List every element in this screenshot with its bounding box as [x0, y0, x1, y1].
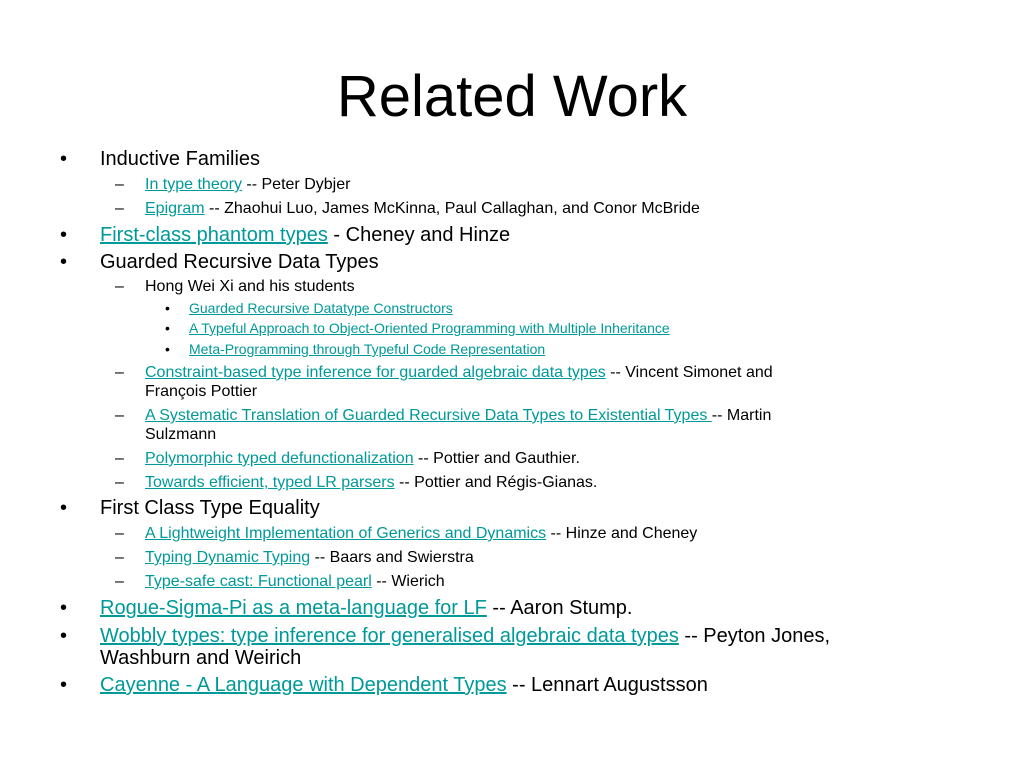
reference-link[interactable]: Towards efficient, typed LR parsers	[145, 474, 395, 491]
item-authors: -- Hinze and Cheney	[546, 525, 698, 542]
reference-link[interactable]: A Lightweight Implementation of Generics and Dynamics	[145, 525, 547, 542]
item-authors: -- Pottier and Gauthier.	[413, 450, 580, 467]
sub-item	[115, 449, 580, 468]
bullet-marker: •	[60, 148, 68, 170]
reference-link[interactable]: Typing Dynamic Typing	[145, 549, 311, 566]
reference-link[interactable]: Cayenne - A Language with Dependent Types	[100, 674, 507, 696]
dash-marker: –	[115, 573, 124, 590]
bullet-marker: •	[60, 625, 68, 647]
dash-marker: –	[115, 450, 124, 467]
bullet-marker: •	[165, 300, 170, 316]
item-authors-continued: Sulzmann	[145, 426, 217, 443]
dash-marker: –	[115, 474, 124, 491]
reference-link[interactable]: A Systematic Translation of Guarded Recursive Data Types to Existential Types	[145, 407, 712, 424]
reference-link[interactable]: Guarded Recursive Datatype Constructors	[189, 300, 453, 316]
bullet-marker: •	[60, 497, 68, 519]
dash-marker: –	[115, 364, 124, 381]
sub-item	[115, 524, 698, 543]
item-authors: -- Aaron Stump.	[486, 597, 633, 619]
dash-marker: –	[115, 200, 124, 217]
sub-item	[115, 363, 773, 401]
bullet-marker: •	[165, 320, 170, 336]
item-authors: -- Martin	[711, 407, 772, 424]
sub-item	[115, 277, 355, 296]
item-authors-continued: Washburn and Weirich	[100, 647, 302, 669]
sub-sub-item	[165, 300, 453, 317]
dash-marker: –	[115, 525, 124, 542]
item-authors: - Cheney and Hinze	[327, 224, 511, 246]
item-text: Hong Wei Xi and his students	[145, 278, 355, 295]
bullet-item	[60, 674, 708, 696]
item-authors: -- Pottier and Régis-Gianas.	[394, 474, 598, 491]
item-authors: -- Peyton Jones,	[678, 625, 831, 647]
bullet-item	[60, 148, 261, 170]
sub-item	[115, 199, 700, 218]
item-text: Inductive Families	[100, 148, 261, 170]
bullet-marker: •	[60, 597, 68, 619]
bullet-item	[60, 251, 379, 273]
bullet-item	[60, 597, 633, 619]
reference-link[interactable]: First-class phantom types	[100, 224, 328, 246]
dash-marker: –	[115, 176, 124, 193]
item-authors-continued: François Pottier	[145, 383, 258, 400]
item-authors: -- Lennart Augustsson	[506, 674, 708, 696]
bullet-item	[60, 497, 320, 519]
reference-link[interactable]: Meta-Programming through Typeful Code Representation	[189, 341, 546, 357]
item-authors: -- Peter Dybjer	[241, 176, 351, 193]
item-authors: -- Baars and Swierstra	[310, 549, 474, 566]
item-text: Guarded Recursive Data Types	[100, 251, 379, 273]
reference-link[interactable]: Polymorphic typed defunctionalization	[145, 450, 414, 467]
reference-link[interactable]: Type-safe cast: Functional pearl	[145, 573, 372, 590]
bullet-marker: •	[60, 674, 68, 696]
sub-sub-item	[165, 320, 670, 337]
reference-link[interactable]: Epigram	[145, 200, 205, 217]
sub-item	[115, 473, 598, 492]
sub-item	[115, 175, 351, 194]
sub-sub-item	[165, 341, 546, 358]
reference-link[interactable]: Rogue-Sigma-Pi as a meta-language for LF	[100, 597, 487, 619]
sub-item	[115, 406, 772, 444]
reference-link[interactable]: Wobbly types: type inference for generalised algebraic data types	[100, 625, 679, 647]
slide-title: Related Work	[336, 64, 688, 129]
item-text: First Class Type Equality	[100, 497, 320, 519]
reference-link[interactable]: In type theory	[145, 176, 242, 193]
bullet-marker: •	[60, 224, 68, 246]
item-authors: -- Wierich	[371, 573, 445, 590]
item-authors: -- Zhaohui Luo, James McKinna, Paul Callaghan, and Conor McBride	[204, 200, 700, 217]
bullet-marker: •	[165, 341, 170, 357]
reference-link[interactable]: Constraint-based type inference for guarded algebraic data types	[145, 364, 606, 381]
dash-marker: –	[115, 407, 124, 424]
bullet-item	[60, 625, 831, 669]
sub-item	[115, 572, 445, 591]
reference-link[interactable]: A Typeful Approach to Object-Oriented Programming with Multiple Inheritance	[189, 320, 670, 336]
bullet-marker: •	[60, 251, 68, 273]
bullet-item	[60, 224, 511, 246]
item-authors: -- Vincent Simonet and	[605, 364, 773, 381]
dash-marker: –	[115, 278, 124, 295]
dash-marker: –	[115, 549, 124, 566]
sub-item	[115, 548, 474, 567]
